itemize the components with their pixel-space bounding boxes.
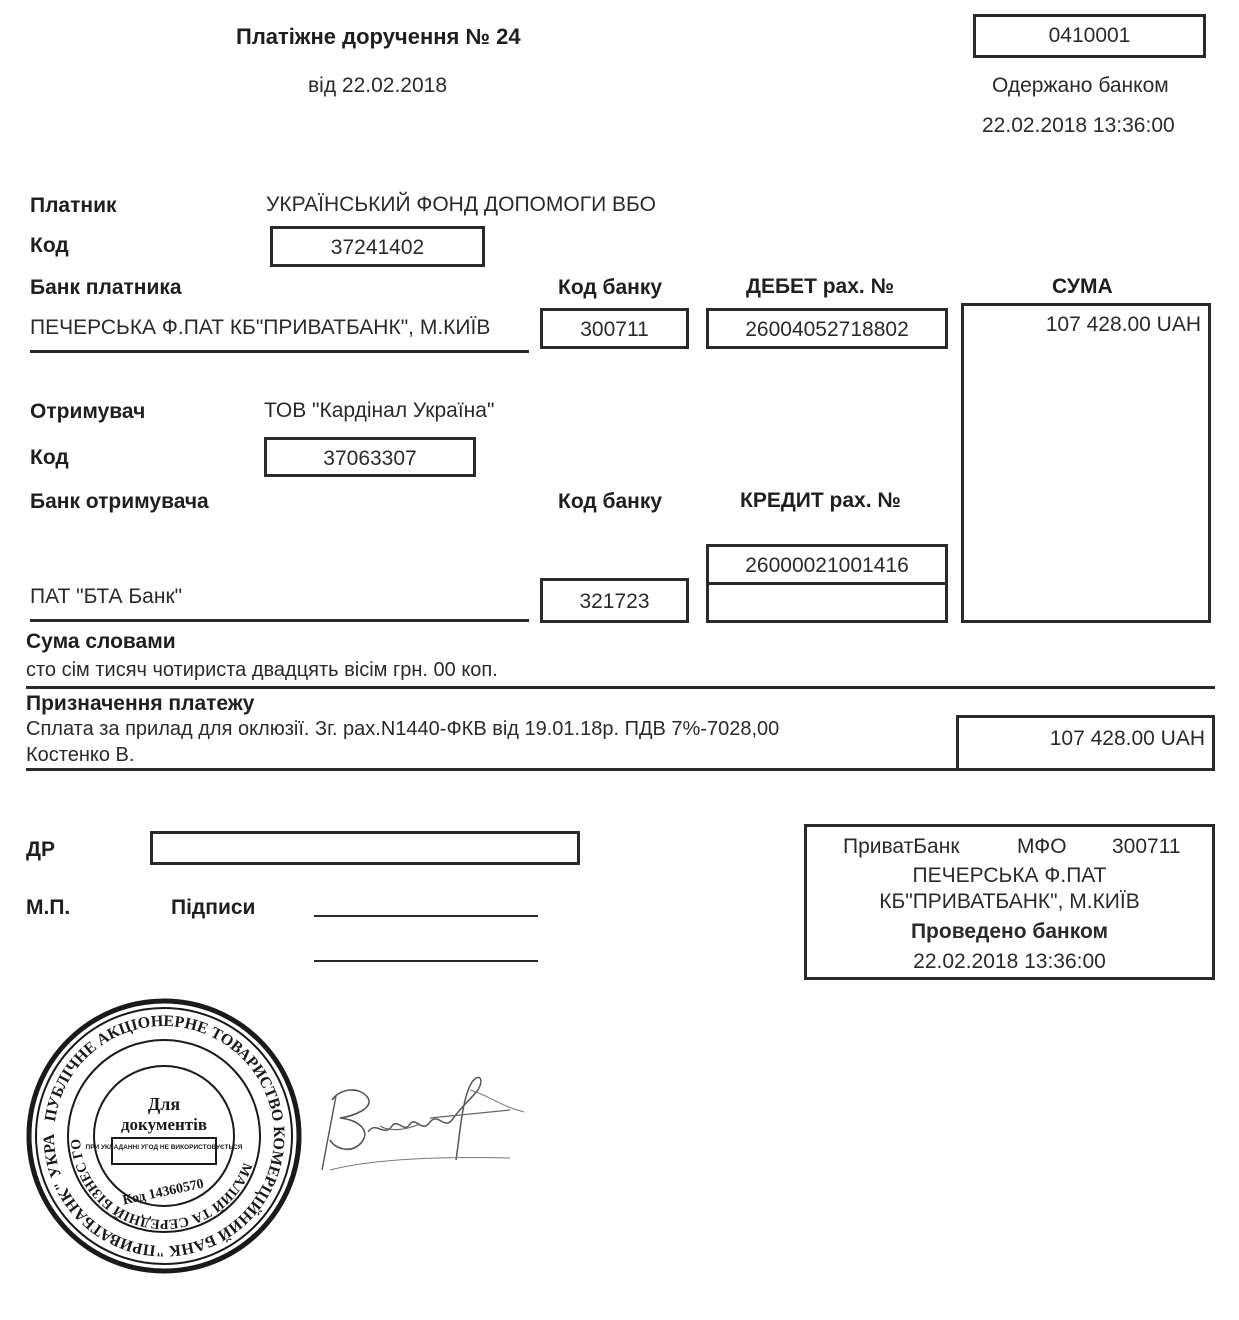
seal-center-small: ПРИ УКЛАДАННІ УГОД НЕ ВИКОРИСТОВУЄТЬСЯ: [85, 1144, 243, 1151]
signature-line-2: [314, 960, 538, 962]
credit-account-box: [706, 544, 948, 585]
payer-code-box: [270, 226, 485, 267]
debit-account-box: [706, 308, 948, 349]
bank-seal: [26, 998, 302, 1274]
recipient-bank-underline: [30, 619, 529, 622]
bank-stamp-status: Проведено банком: [910, 920, 1109, 943]
payer-bank-name: ПЕЧЕРСЬКА Ф.ПАТ КБ"ПРИВАТБАНК", М.КИЇВ: [30, 316, 491, 339]
payer-bank-label: Банк платника: [30, 276, 182, 299]
payer-bank-code-box: [540, 308, 689, 349]
received-datetime: 22.02.2018 13:36:00: [982, 114, 1175, 137]
recipient-bank-code-box: [540, 578, 689, 623]
bank-stamp-bank: ПриватБанк: [843, 835, 960, 858]
bank-seal-graphic: [26, 998, 302, 1274]
dr-box: [150, 831, 580, 865]
recipient-bank-code: 321723: [579, 590, 650, 613]
bank-stamp-box: [804, 824, 1215, 980]
credit-account-extra-box: [706, 582, 948, 623]
credit-account-label: КРЕДИТ рах. №: [740, 489, 901, 512]
bank-stamp-line2: ПЕЧЕРСЬКА Ф.ПАТ: [912, 864, 1107, 887]
amount-value: 107 428.00 UAH: [1045, 313, 1201, 336]
recipient-name: ТОВ "Кардінал Україна": [264, 399, 495, 422]
mp-label: М.П.: [26, 896, 71, 919]
handwritten-signature: [310, 1060, 540, 1200]
form-code-box: [973, 14, 1206, 58]
seal-code: Код 14360570: [121, 1176, 206, 1209]
purpose-line1: Сплата за прилад для оклюзії. Зг. рах.N1440-ФКВ від 19.01.18р. ПДВ 7%-7028,00: [26, 718, 780, 740]
bank-stamp-datetime: 22.02.2018 13:36:00: [913, 950, 1106, 973]
dr-label: ДР: [26, 838, 55, 861]
amount-words-label: Сума словами: [26, 630, 176, 653]
seal-outer-text: ПУБЛІЧНЕ АКЦІОНЕРНЕ ТОВАРИСТВО КОМЕРЦІЙНИЙ БАНК "ПРИВАТБАНК" УКРА: [40, 1012, 288, 1260]
purpose-underline: [26, 768, 956, 771]
payer-bank-underline: [30, 350, 529, 353]
credit-account: 26000021001416: [745, 554, 909, 577]
document-date: від 22.02.2018: [308, 74, 448, 97]
signature-graphic: [310, 1060, 540, 1200]
purpose-amount-box: [956, 715, 1215, 771]
recipient-bank-label: Банк отримувача: [30, 490, 209, 513]
seal-center-line1: Для: [147, 1094, 181, 1114]
payer-bank-code-label: Код банку: [558, 276, 663, 299]
document-title: Платіжне доручення № 24: [236, 24, 521, 49]
recipient-code: 37063307: [323, 447, 417, 470]
debit-account-label: ДЕБЕТ рах. №: [746, 275, 894, 298]
bank-stamp-mfo-label: МФО: [1017, 835, 1067, 858]
recipient-label: Отримувач: [30, 400, 146, 423]
payer-label: Платник: [30, 194, 117, 217]
recipient-code-label: Код: [30, 446, 69, 469]
seal-inner-text: МАЛИЙ ТА СЕРЕДНІЙ БІЗНЕС ГО: [68, 1138, 255, 1232]
debit-account: 26004052718802: [745, 318, 909, 341]
amount-words-text: сто сім тисяч чотириста двадцять вісім грн. 00 коп.: [26, 659, 498, 681]
recipient-code-box: [264, 437, 476, 477]
amount-box: [961, 303, 1211, 623]
signatures-label: Підписи: [171, 896, 256, 919]
payer-code-label: Код: [30, 234, 69, 257]
purpose-line2: Костенко В.: [26, 744, 135, 766]
payer-bank-code: 300711: [580, 318, 649, 341]
seal-center-line2: документів: [120, 1115, 208, 1134]
purpose-amount: 107 428.00 UAH: [1049, 727, 1205, 750]
form-code: 0410001: [1048, 24, 1131, 47]
purpose-label: Призначення платежу: [26, 692, 255, 715]
payer-code: 37241402: [330, 236, 425, 259]
amount-label: СУМА: [1052, 275, 1113, 298]
bank-stamp-line3: КБ"ПРИВАТБАНК", М.КИЇВ: [879, 890, 1140, 913]
recipient-bank-code-label: Код банку: [558, 490, 663, 513]
bank-stamp-mfo: 300711: [1112, 835, 1181, 858]
amount-words-underline: [26, 686, 1215, 689]
received-label: Одержано банком: [992, 74, 1169, 97]
signature-line-1: [314, 915, 538, 917]
payer-name: УКРАЇНСЬКИЙ ФОНД ДОПОМОГИ ВБО: [266, 193, 656, 216]
recipient-bank-name: ПАТ "БТА Банк": [30, 585, 183, 608]
